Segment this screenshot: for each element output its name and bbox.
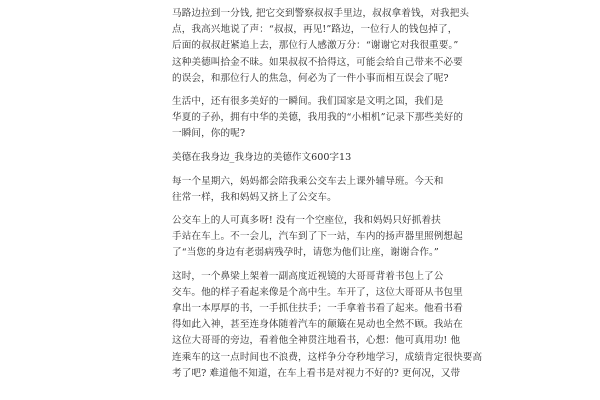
text-line: 华夏的子孙，拥有中华的美德，我用我的“小相机”记录下那些美好的: [172, 112, 464, 124]
text-line: 得如此入神，甚至连身体随着汽车的颠簸在晃动也全然不顾。我站在: [172, 319, 463, 331]
paragraph-5: [172, 269, 483, 382]
text-line: 连乘车的这一点时间也不浪费，这样争分夺秒地学习，成绩肯定很快要高: [172, 351, 483, 363]
text-line: 了“当您的身边有老弱病残孕时，请您为他们让座，谢谢合作。”: [172, 247, 439, 259]
text-line: 这种美德叫拾金不昧。如果叔叔不拾得这，可能会给自己带来不必要: [172, 56, 463, 68]
paragraph-2: [172, 94, 464, 143]
text-line: 公交车上的人可真多呀! 没有一个空座位，我和妈妈只好抓着扶: [172, 215, 441, 227]
text-line: 考了吧? 难道他不知道，在车上看书是对视力不好的? 更何况，又带: [172, 367, 461, 379]
paragraph-3: [172, 174, 444, 206]
text-line: 点，我高兴地说了声：“叔叔，再见!”路边，一位行人的钱包掉了，: [172, 24, 458, 36]
text-line: 一瞬间，你的呢?: [172, 128, 246, 140]
text-line: 这位大哥哥的旁边，看着他全神贯注地看书，心想：他可真用功! 他: [172, 335, 461, 347]
text-line: 交车。他的样子看起来像是个高中生。车开了，这位大哥哥从书包里: [172, 286, 463, 298]
paragraph-4: [172, 213, 463, 262]
text-line: 后面的叔叔赶紧追上去，那位行人感激万分：“谢谢它对我很重要。”: [172, 40, 459, 52]
text-line: 生活中，还有很多美好的一瞬间。我们国家是文明之国，我们是: [172, 96, 444, 108]
section-title: 美德在我身边_我身边的美德作文600字13: [172, 151, 352, 163]
text-line: 每一个星期六，妈妈都会陪我乘公交车去上课外辅导班。今天和: [172, 175, 444, 187]
text-line: 往常一样，我和妈妈又挤上了公交车。: [172, 191, 337, 203]
text-line: 手站在车上。不一会儿，汽车到了下一站，车内的扬声器里照例想起: [172, 231, 463, 243]
text-line: 这时，一个鼻梁上架着一副高度近视镜的大哥哥背着书包上了公: [172, 270, 444, 282]
text-line: 拿出一本厚厚的书，一手抓住扶手；一手拿着书看了起来。他看书看: [172, 303, 463, 315]
paragraph-1: [172, 6, 470, 87]
text-line: 的误会，和那位行人的焦急，何必为了一件小事而相互误会了呢?: [172, 72, 449, 84]
text-line: 马路边拉到一分钱, 把它交到警察叔叔手里边，叔叔拿着钱，对我把头: [172, 8, 470, 19]
